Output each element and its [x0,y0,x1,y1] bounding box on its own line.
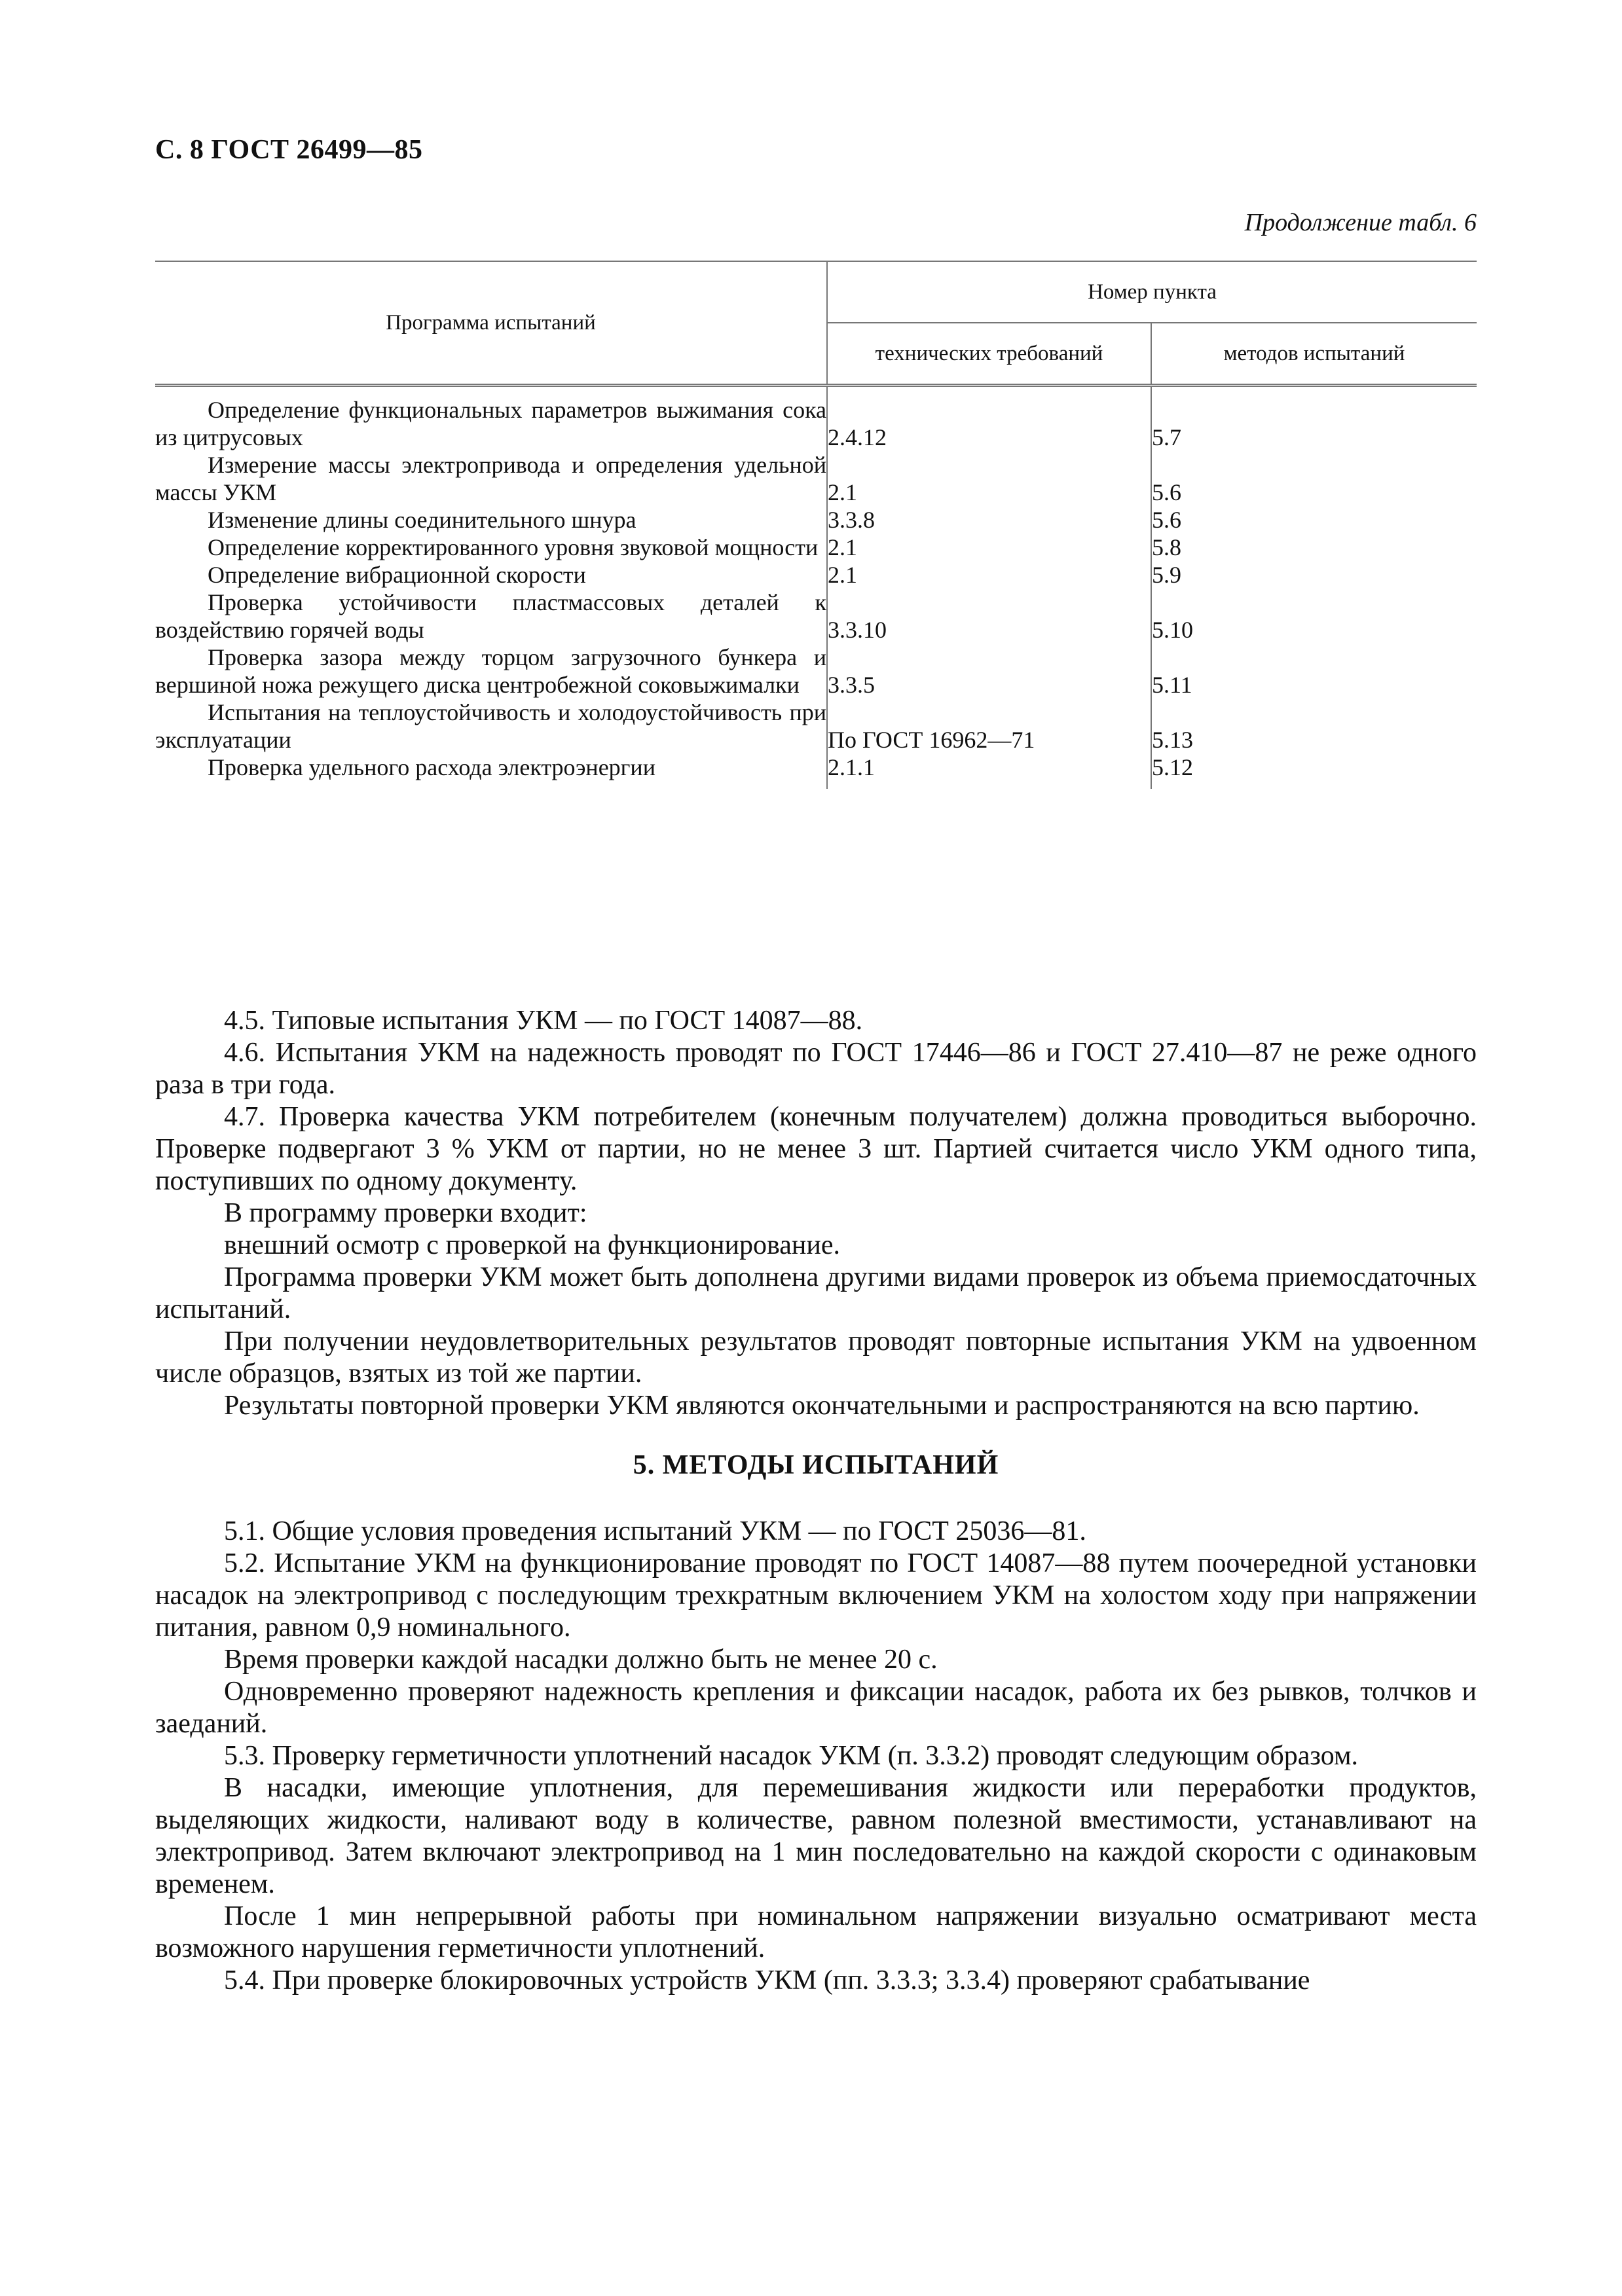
methods-cell: 5.13 [1152,727,1193,753]
paragraph: Программа проверки УКМ может быть дополнена другими видами проверок из объема приемосдаточных испытаний. [155,1262,1477,1324]
methods-cell: 5.11 [1152,672,1192,698]
tech-cell: 3.3.8 [827,506,1151,534]
column-header-item-number: Номер пункта [827,261,1477,323]
tech-cell: 2.1 [827,534,1151,561]
tech-cell: 2.1.1 [827,754,1151,789]
methods-cell: 5.9 [1152,562,1181,588]
program-cell: Измерение массы электропривода и определения удельной массы УКМ [155,452,826,505]
table-row [155,754,1477,789]
program-cell: Проверка устойчивости пластмассовых деталей к воздействию горячей воды [155,589,826,643]
tech-cell: 2.1 [827,451,1151,506]
methods-cell: 5.10 [1152,617,1193,643]
test-program-table [155,261,1477,789]
column-header-program: Программа испытаний [155,261,827,386]
table-row [155,506,1477,534]
program-cell: Определение вибрационной скорости [155,561,827,589]
paragraph: При получении неудовлетворительных результатов проводят повторные испытания УКМ на удвоенном числе образцов, взятых из той же партии. [155,1326,1477,1389]
tech-cell: По ГОСТ 16962—71 [827,699,1151,754]
program-cell: Испытания на теплоустойчивость и холодоустойчивость при эксплуатации [155,699,826,753]
table-row [155,451,1477,506]
program-cell: Определение функциональных параметров выжимания сока из цитрусовых [155,386,827,452]
table-row [155,589,1477,644]
page-header: С. 8 ГОСТ 26499—85 [155,135,423,165]
table-row [155,534,1477,561]
tech-cell: 2.4.12 [827,386,1151,452]
paragraph: В программу проверки входит: [224,1198,587,1228]
body-text [155,1005,1477,1997]
paragraph: После 1 мин непрерывной работы при номинальном напряжении визуально осматривают места возможного нарушения герметичности уплотнений. [155,1901,1477,1963]
table-row [155,644,1477,699]
paragraph-4-5: 4.5. Типовые испытания УКМ — по ГОСТ 14087—88. [224,1006,863,1036]
paragraph-5-3: 5.3. Проверку герметичности уплотнений насадок УКМ (п. 3.3.2) проводят следующим образом. [224,1741,1359,1771]
methods-cell: 5.8 [1152,534,1181,560]
tech-cell: 3.3.10 [827,589,1151,644]
program-cell: Изменение длины соединительного шнура [155,506,827,534]
methods-cell: 5.7 [1152,424,1181,450]
paragraph: Время проверки каждой насадки должно быть не менее 20 с. [224,1645,938,1675]
table-continuation-label: Продолжение табл. 6 [1244,209,1477,236]
paragraph: В насадки, имеющие уплотнения, для перемешивания жидкости или переработки продуктов, выделяющих жидкости, наливают воду в количестве, равном полезной вместимости, устанавливают на электропривод. Затем включают электропривод на 1 мин последовательно на каждой скорости с одинаковым временем. [155,1773,1477,1899]
paragraph-4-7: 4.7. Проверка качества УКМ потребителем (конечным получателем) должна проводиться выборочно. Проверке подвергают 3 % УКМ от партии, но не менее 3 шт. Партией считается число УКМ одного типа, поступивших по одному документу. [155,1102,1477,1196]
paragraph: Результаты повторной проверки УКМ являются окончательными и распространяются на всю партию. [224,1391,1420,1421]
methods-cell: 5.6 [1152,479,1181,505]
paragraph: Одновременно проверяют надежность крепления и фиксации насадок, работа их без рывков, толчков и заеданий. [155,1677,1477,1739]
column-header-test-methods: методов испытаний [1151,323,1477,386]
table-row [155,699,1477,754]
tech-cell: 3.3.5 [827,644,1151,699]
methods-cell: 5.6 [1152,507,1181,533]
section-title: 5. МЕТОДЫ ИСПЫТАНИЙ [633,1450,999,1480]
tech-cell: 2.1 [827,561,1151,589]
program-cell: Проверка удельного расхода электроэнергии [155,754,827,789]
table-row [155,386,1477,452]
column-header-tech-requirements: технических требований [827,323,1151,386]
methods-cell: 5.12 [1152,754,1193,780]
paragraph-5-2: 5.2. Испытание УКМ на функционирование проводят по ГОСТ 14087—88 путем поочередной установки насадок на электропривод с последующим трехкратным включением УКМ на холостом ходу при напряжении питания, равном 0,9 номинального. [155,1548,1477,1643]
program-cell: Определение корректированного уровня звуковой мощности [155,534,827,561]
paragraph: внешний осмотр с проверкой на функционирование. [224,1230,840,1260]
paragraph-5-4: 5.4. При проверке блокировочных устройств УКМ (пп. 3.3.3; 3.3.4) проверяют срабатывание [224,1965,1310,1995]
paragraph-5-1: 5.1. Общие условия проведения испытаний УКМ — по ГОСТ 25036—81. [224,1516,1086,1546]
paragraph-4-6: 4.6. Испытания УКМ на надежность проводят по ГОСТ 17446—86 и ГОСТ 27.410—87 не реже одного раза в три года. [155,1038,1477,1100]
table-row [155,561,1477,589]
program-cell: Проверка зазора между торцом загрузочного бункера и вершиной ножа режущего диска центробежной соковыжималки [155,644,826,698]
